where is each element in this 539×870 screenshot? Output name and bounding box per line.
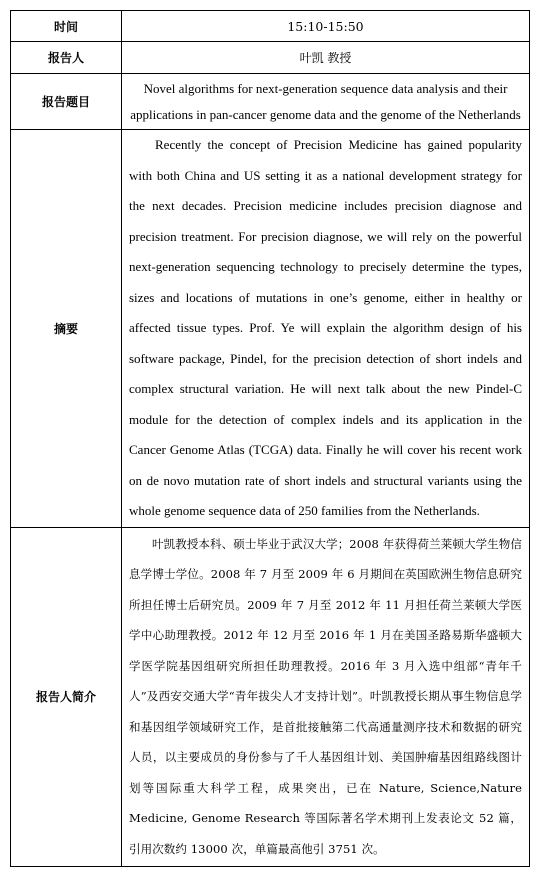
row-bio	[11, 527, 530, 866]
bio-cell	[122, 527, 530, 866]
abstract-label: 摘要	[11, 130, 122, 528]
row-abstract	[11, 130, 530, 528]
speaker-info-table	[10, 10, 530, 867]
row-time	[11, 11, 530, 42]
row-speaker	[11, 42, 530, 74]
row-title	[11, 74, 530, 130]
time-label: 时间	[11, 11, 122, 42]
speaker-value: 叶凯 教授	[122, 42, 530, 74]
bio-label: 报告人简介	[11, 527, 122, 866]
title-cell	[122, 74, 530, 130]
abstract-cell	[122, 130, 530, 528]
title-label: 报告题目	[11, 74, 122, 130]
abstract-text: Recently the concept of Precision Medicine has gained popularity with both China and US setting it as a national development strategy for the next decades. Precision medicine includes precision diagnose and precision treatment. For precision diagnose, we will rely on the powerful next-generation sequencing technology to precisely determine the types, sizes and locations of mutations in one’s genome, either in healthy or affected tissue types. Prof. Ye will explain the algorithm design of his software package, Pindel, for the precision detection of short indels and complex structural variation. He will next talk about the new Pindel-C module for the detection of complex indels and its application in the Cancer Genome Atlas (TCGA) data. Finally he will cover his recent work on de novo mutation rate of short indels and structural variants using the whole genome sequence data of 250 families from the Netherlands.	[129, 137, 522, 518]
bio-text: 叶凯教授本科、硕士毕业于武汉大学；2008 年获得荷兰莱顿大学生物信息学博士学位。2008 年 7 月至 2009 年 6 月期间在英国欧洲生物信息研究所担任博士后研究员。2009 年 7 月至 2012 年 11 月担任荷兰莱顿大学医学中心助理教授。2012 年 12 月至 2016 年 1 月在美国圣路易斯华盛顿大学医学院基因组研究所担任助理教授。2016 年 3 月入选中组部“青年千人”及西安交通大学“青年拔尖人才支持计划”。叶凯教授长期从事生物信息学和基因组学领域研究工作，是首批接触第二代高通量测序技术和数据的研究人员，以主要成员的身份参与了千人基因组计划、美国肿瘤基因组路线图计划等国际重大科学工程，成果突出，已在 Nature, Science,Nature Medicine, Genome Research 等国际著名学术期刊上发表论文 52 篇，引用次数约 13000 次，单篇最高他引 3751 次。	[129, 536, 522, 856]
report-title: Novel algorithms for next-generation sequence data analysis and their applications in pan-cancer genome data and the genome of the Netherlands	[130, 80, 521, 122]
time-value: 15:10-15:50	[122, 11, 530, 42]
speaker-label: 报告人	[11, 42, 122, 74]
